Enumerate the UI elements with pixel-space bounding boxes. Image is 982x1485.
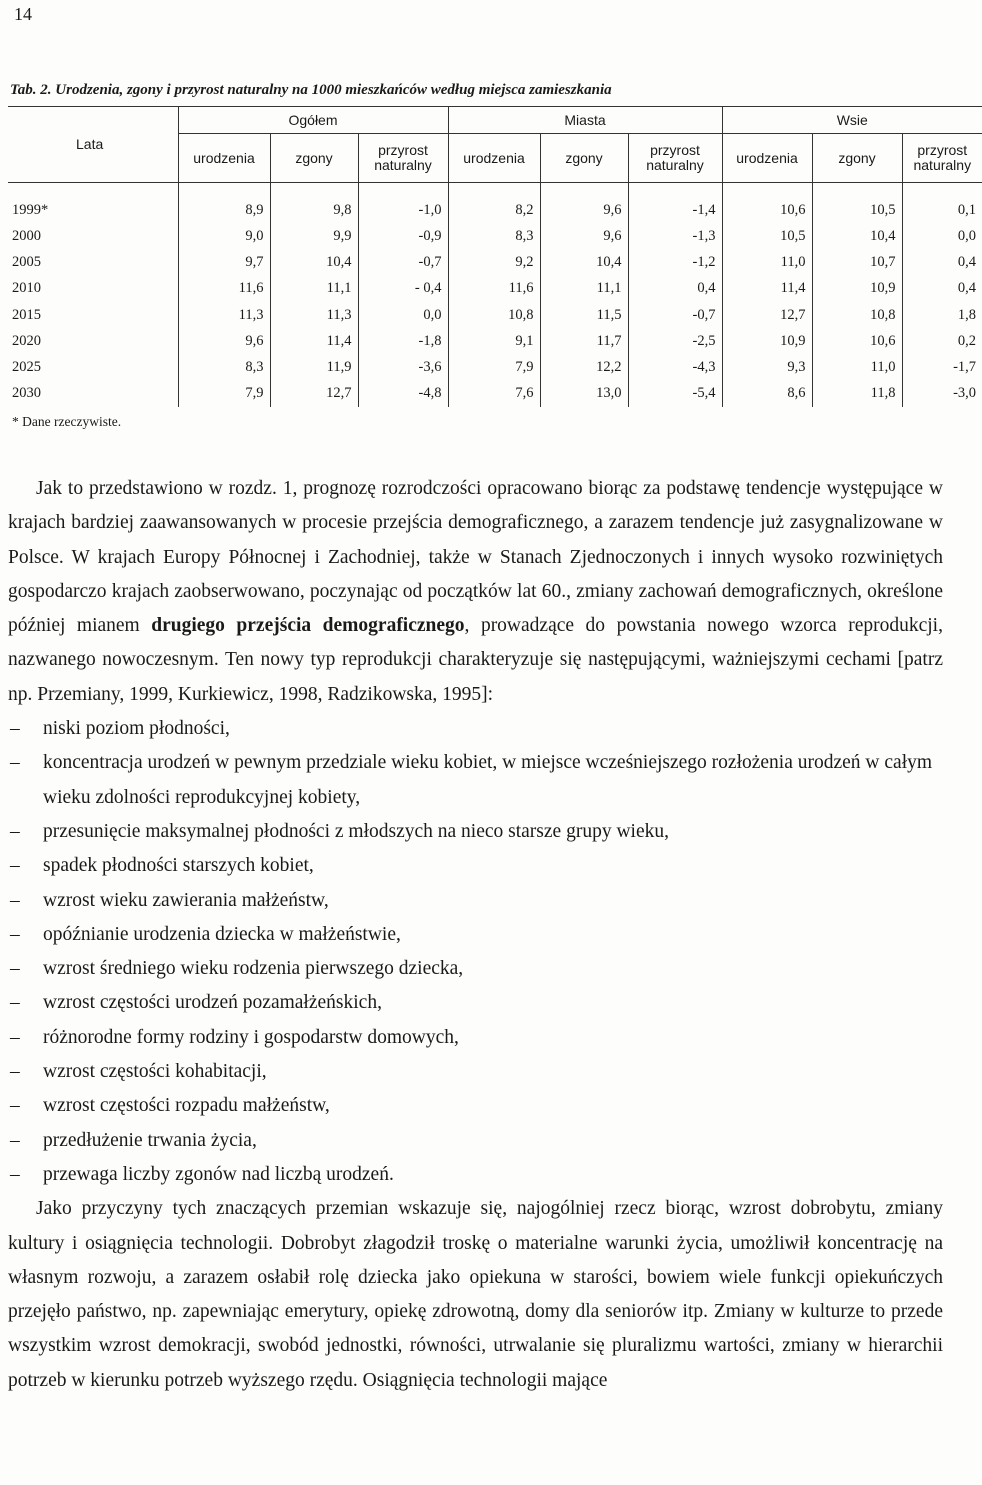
col-header-deaths: zgony	[812, 134, 902, 183]
list-item-text: przesunięcie maksymalnej płodności z młodszych na nieco starsze grupy wieku,	[43, 820, 669, 842]
value-cell: 11,6	[448, 276, 540, 302]
table-row	[8, 183, 982, 224]
value-cell: 10,6	[812, 328, 902, 354]
dash-marker: –	[10, 992, 20, 1014]
value-cell: 11,3	[178, 302, 270, 328]
year-header: Lata	[76, 136, 104, 152]
list-item	[8, 884, 943, 918]
body-text	[8, 472, 943, 1398]
value-cell: 8,3	[178, 354, 270, 380]
value-cell: 9,6	[178, 328, 270, 354]
value-cell: -0,7	[358, 249, 448, 275]
list-item-text: wzrost częstości rozpadu małżeństw,	[43, 1095, 330, 1117]
value-cell: 10,9	[722, 328, 812, 354]
list-item-text: koncentracja urodzeń w pewnym przedziale wieku kobiet, w miejsce wcześniejszego rozłożenia urodzeń w całym wieku zdolności reprodukcyjnej kobiety,	[43, 752, 933, 808]
value-cell: 11,6	[178, 276, 270, 302]
list-item	[8, 1158, 943, 1192]
paragraph-1	[8, 472, 943, 712]
value-cell: 10,5	[722, 223, 812, 249]
col-header-growth	[628, 134, 722, 183]
value-cell: 0,4	[628, 276, 722, 302]
col-header-births: urodzenia	[178, 134, 270, 183]
value-cell: 11,0	[722, 249, 812, 275]
list-item	[8, 1089, 943, 1123]
list-item	[8, 952, 943, 986]
table-label: Tab. 2.	[10, 82, 52, 98]
value-cell: 11,0	[812, 354, 902, 380]
table-row	[8, 249, 982, 275]
table-row	[8, 223, 982, 249]
col-header-deaths: zgony	[540, 134, 628, 183]
value-cell: 0,4	[902, 249, 982, 275]
page-number: 14	[14, 4, 32, 24]
value-cell: 8,3	[448, 223, 540, 249]
value-cell: -4,8	[358, 381, 448, 407]
value-cell: 1,8	[902, 302, 982, 328]
value-cell: 8,6	[722, 381, 812, 407]
dash-marker: –	[10, 958, 20, 980]
list-item-text: wzrost średniego wieku rodzenia pierwszego dziecka,	[43, 958, 464, 980]
value-cell: 11,4	[270, 328, 358, 354]
list-item	[8, 746, 943, 815]
group-header-miasta: Miasta	[448, 107, 722, 134]
list-item	[8, 849, 943, 883]
value-cell: 11,3	[270, 302, 358, 328]
value-cell: 7,6	[448, 381, 540, 407]
value-cell: 9,3	[722, 354, 812, 380]
value-cell: 7,9	[178, 381, 270, 407]
dash-marker: –	[10, 752, 20, 774]
table-row	[8, 302, 982, 328]
value-cell: 9,6	[540, 223, 628, 249]
dash-marker: –	[10, 1163, 20, 1185]
year-cell: 2005	[12, 253, 41, 270]
value-cell: 11,8	[812, 381, 902, 407]
dash-marker: –	[10, 855, 20, 877]
table-row	[8, 328, 982, 354]
dash-marker: –	[10, 820, 20, 842]
value-cell: 11,1	[270, 276, 358, 302]
group-header-ogolem: Ogółem	[178, 107, 448, 134]
value-cell: 10,4	[270, 249, 358, 275]
value-cell: 9,1	[448, 328, 540, 354]
year-cell: 1999*	[12, 201, 49, 218]
list-item	[8, 1021, 943, 1055]
table-body	[8, 183, 982, 408]
group-header-wsie: Wsie	[722, 107, 982, 134]
value-cell: -3,0	[902, 381, 982, 407]
list-item-text: spadek płodności starszych kobiet,	[43, 855, 314, 877]
list-item-text: wzrost częstości urodzeń pozamałżeńskich,	[43, 992, 382, 1014]
value-cell: 10,5	[812, 183, 902, 224]
value-cell: -1,0	[358, 183, 448, 224]
value-cell: 10,8	[448, 302, 540, 328]
value-cell: 10,7	[812, 249, 902, 275]
list-item	[8, 1055, 943, 1089]
value-cell: 12,7	[722, 302, 812, 328]
value-cell: 10,4	[812, 223, 902, 249]
value-cell: 9,8	[270, 183, 358, 224]
list-item	[8, 918, 943, 952]
birth-death-table	[8, 106, 982, 407]
value-cell: 0,0	[902, 223, 982, 249]
table-row	[8, 354, 982, 380]
year-cell: 2000	[12, 227, 41, 244]
col-header-growth-l1: przyrost	[650, 142, 700, 158]
value-cell: - 0,4	[358, 276, 448, 302]
value-cell: 11,4	[722, 276, 812, 302]
col-header-growth	[358, 134, 448, 183]
year-cell: 2025	[12, 359, 41, 376]
value-cell: 12,2	[540, 354, 628, 380]
bold-term: drugiego przejścia demograficznego	[151, 615, 465, 637]
value-cell: 12,7	[270, 381, 358, 407]
table-footnote: * Dane rzeczywiste.	[12, 414, 122, 429]
value-cell: -5,4	[628, 381, 722, 407]
value-cell: -1,4	[628, 183, 722, 224]
year-cell: 2015	[12, 306, 41, 323]
value-cell: -1,2	[628, 249, 722, 275]
list-item-text: przewaga liczby zgonów nad liczbą urodzeń.	[43, 1163, 394, 1185]
value-cell: 11,1	[540, 276, 628, 302]
paragraph-1-start: Jak to przedstawiono w rozdz. 1, prognozę rozrodczości opracowano biorąc za podstawę tendencje występujące w krajach bardziej zaawansowanych w procesie przejścia demograficznego, a zarazem tendencje już zasygnalizowane w Polsce. W krajach Europy Północnej i Zachodniej, także w Stanach Zjednoczonych i innych wysoko rozwiniętych gospodarczo krajach zaobserwowano, poczynając od początków lat 60., zmiany zachowań demograficznych, określone później mianem	[8, 478, 943, 637]
list-item-text: wzrost częstości kohabitacji,	[43, 1061, 267, 1083]
value-cell: 10,4	[540, 249, 628, 275]
table-caption	[10, 82, 950, 99]
col-header-growth-l2: naturalny	[913, 157, 972, 173]
list-item	[8, 1124, 943, 1158]
dash-marker: –	[10, 1129, 20, 1151]
value-cell: 10,8	[812, 302, 902, 328]
table-title: Urodzenia, zgony i przyrost naturalny na 1000 mieszkańców według miejsca zamieszkania	[55, 82, 612, 98]
col-header-growth	[902, 134, 982, 183]
value-cell: 9,0	[178, 223, 270, 249]
dash-marker: –	[10, 889, 20, 911]
value-cell: -1,7	[902, 354, 982, 380]
value-cell: 9,2	[448, 249, 540, 275]
table-row	[8, 276, 982, 302]
value-cell: 11,9	[270, 354, 358, 380]
list-item-text: przedłużenie trwania życia,	[43, 1129, 257, 1151]
feature-list	[8, 712, 943, 1192]
list-item	[8, 986, 943, 1020]
table-row	[8, 381, 982, 407]
value-cell: 0,1	[902, 183, 982, 224]
value-cell: -3,6	[358, 354, 448, 380]
value-cell: 11,5	[540, 302, 628, 328]
value-cell: 8,9	[178, 183, 270, 224]
year-cell: 2030	[12, 385, 41, 402]
list-item-text: opóźnianie urodzenia dziecka w małżeństwie,	[43, 923, 401, 945]
col-header-births: urodzenia	[722, 134, 812, 183]
value-cell: 0,4	[902, 276, 982, 302]
paragraph-1-end: , prowadzące do powstania nowego wzorca reprodukcji, nazwanego nowoczesnym. Ten nowy typ reprodukcji charakteryzuje się następującymi, ważniejszymi cechami [patrz np. Przemiany, 1999, Kurkiewicz, 1998, Radzikowska, 1995]:	[8, 615, 943, 705]
dash-marker: –	[10, 718, 20, 740]
value-cell: 8,2	[448, 183, 540, 224]
value-cell: 9,6	[540, 183, 628, 224]
list-item-text: różnorodne formy rodziny i gospodarstw domowych,	[43, 1026, 459, 1048]
list-item-text: niski poziom płodności,	[43, 718, 230, 740]
list-item	[8, 712, 943, 746]
value-cell: 9,9	[270, 223, 358, 249]
year-cell: 2010	[12, 280, 41, 297]
value-cell: -1,8	[358, 328, 448, 354]
value-cell: -4,3	[628, 354, 722, 380]
dash-marker: –	[10, 1026, 20, 1048]
dash-marker: –	[10, 1061, 20, 1083]
value-cell: -0,9	[358, 223, 448, 249]
value-cell: 10,6	[722, 183, 812, 224]
value-cell: -2,5	[628, 328, 722, 354]
col-header-growth-l1: przyrost	[378, 142, 428, 158]
value-cell: 0,2	[902, 328, 982, 354]
col-header-growth-l1: przyrost	[917, 142, 968, 158]
col-header-growth-l2: naturalny	[646, 157, 704, 173]
col-header-births: urodzenia	[448, 134, 540, 183]
dash-marker: –	[10, 923, 20, 945]
value-cell: 9,7	[178, 249, 270, 275]
list-item	[8, 815, 943, 849]
col-header-growth-l2: naturalny	[374, 157, 432, 173]
col-header-deaths: zgony	[270, 134, 358, 183]
year-cell: 2020	[12, 332, 41, 349]
list-item-text: wzrost wieku zawierania małżeństw,	[43, 889, 329, 911]
value-cell: 7,9	[448, 354, 540, 380]
paragraph-2: Jako przyczyny tych znaczących przemian wskazuje się, najogólniej rzecz biorąc, wzrost dobrobytu, zmiany kultury i osiągnięcia technologii. Dobrobyt złagodził troskę o materialne warunki życia, umożliwił koncentrację na własnym rozwoju, a zarazem osłabił rolę dziecka jako opiekuna w starości, bowiem wiele funkcji opiekuńczych przejęło państwo, np. zapewniając emerytury, opiekę zdrowotną, domy dla seniorów itp. Zmiany w kulturze to przede wszystkim wzrost demokracji, swobód jednostki, równości, utrwalanie się pluralizmu wartości, zmiany w hierarchii potrzeb w kierunku potrzeb wyższego rzędu. Osiągnięcia technologii mające	[8, 1198, 943, 1391]
value-cell: -0,7	[628, 302, 722, 328]
dash-marker: –	[10, 1095, 20, 1117]
value-cell: 13,0	[540, 381, 628, 407]
value-cell: -1,3	[628, 223, 722, 249]
value-cell: 10,9	[812, 276, 902, 302]
value-cell: 11,7	[540, 328, 628, 354]
value-cell: 0,0	[358, 302, 448, 328]
